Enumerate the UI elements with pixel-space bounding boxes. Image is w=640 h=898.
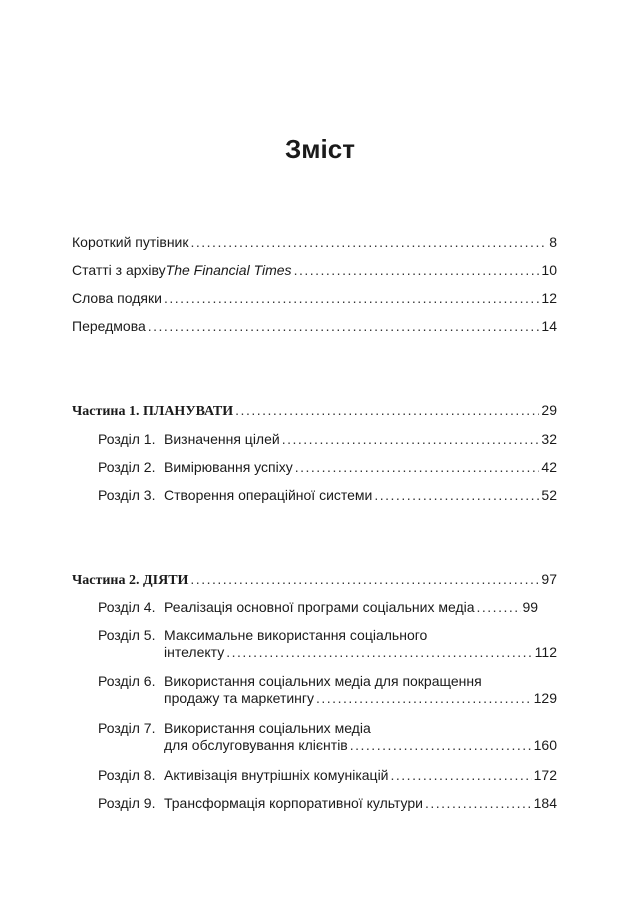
leader-dots <box>294 262 540 279</box>
toc-page-number: 12 <box>541 290 557 306</box>
toc-section-title: Визначення цілей <box>164 431 280 447</box>
toc-section-2[interactable] <box>98 459 557 476</box>
toc-entry-title-italic: The Financial Times <box>165 262 292 278</box>
toc-section-title: Реалізація основної програми соціальних медіа <box>164 599 475 615</box>
toc-page-number: 29 <box>541 402 557 418</box>
leader-dots <box>477 599 521 616</box>
toc-section-label: Розділ 3. <box>98 487 156 503</box>
leader-dots <box>391 767 532 784</box>
toc-section-1[interactable] <box>98 431 557 448</box>
leader-dots <box>148 318 540 335</box>
toc-entry-title: Короткий путівник <box>72 234 189 250</box>
leader-dots <box>282 431 540 448</box>
toc-page-number: 14 <box>541 318 557 334</box>
toc-section-label: Розділ 8. <box>98 767 156 783</box>
toc-page-number: 97 <box>541 571 557 587</box>
toc-section-title-line1: Використання соціальних медіа для покращення <box>164 673 482 689</box>
leader-dots <box>191 234 548 251</box>
toc-page-number: 32 <box>541 431 557 447</box>
toc-section-title: Трансформація корпоративної культури <box>164 795 423 811</box>
toc-section-title-line1: Максимальне використання соціального <box>164 627 428 643</box>
toc-page-number: 184 <box>533 795 557 811</box>
toc-entry-preface[interactable] <box>72 318 557 335</box>
toc-section-9[interactable] <box>98 795 557 812</box>
toc-section-3[interactable] <box>98 487 557 504</box>
page-title: Зміст <box>285 134 355 164</box>
toc-part-2[interactable] <box>72 571 557 589</box>
leader-dots <box>235 402 539 419</box>
toc-entry-acknowledgements[interactable] <box>72 290 557 307</box>
toc-section-title: інтелекту <box>164 644 225 660</box>
toc-page-number: 52 <box>541 487 557 503</box>
toc-section-title: Активізація внутрішніх комунікацій <box>164 767 389 783</box>
toc-part-title: Частина 1. ПЛАНУВАТИ <box>72 404 234 419</box>
leader-dots <box>226 644 532 661</box>
toc-section-label: Розділ 7. <box>98 720 156 736</box>
leader-dots <box>316 690 532 707</box>
toc-part-title: Частина 2. ДІЯТИ <box>72 573 189 588</box>
leader-dots <box>350 737 532 754</box>
toc-section-5[interactable] <box>98 627 557 661</box>
toc-section-7[interactable] <box>98 720 557 754</box>
toc-section-title: для обслуговування клієнтів <box>164 737 348 753</box>
toc-section-label: Розділ 9. <box>98 795 156 811</box>
toc-page-number: 42 <box>541 459 557 475</box>
toc-page-number: 172 <box>533 767 557 783</box>
toc-section-title-line1: Використання соціальних медіа <box>164 720 371 736</box>
toc-section-title: Створення операційної системи <box>164 487 373 503</box>
leader-dots <box>164 290 539 307</box>
leader-dots <box>425 795 532 812</box>
toc-section-label: Розділ 1. <box>98 431 156 447</box>
toc-entry-guide[interactable] <box>72 234 557 251</box>
leader-dots <box>190 571 539 588</box>
toc-section-8[interactable] <box>98 767 557 784</box>
toc-page-number: 129 <box>533 690 557 706</box>
toc-section-label: Розділ 4. <box>98 599 156 615</box>
toc-section-label: Розділ 5. <box>98 627 156 643</box>
toc-page-number: 10 <box>541 262 557 278</box>
toc-entry-title: Передмова <box>72 318 146 334</box>
leader-dots <box>295 459 540 476</box>
toc-entry-title: Статті з архіву <box>72 262 166 278</box>
toc-section-title: продажу та маркетингу <box>164 690 315 706</box>
toc-entry-title: Слова подяки <box>72 290 162 306</box>
toc-page-number: 160 <box>533 737 557 753</box>
leader-dots <box>374 487 539 504</box>
toc-section-label: Розділ 2. <box>98 459 156 475</box>
toc-page-number: 112 <box>534 644 557 660</box>
toc-section-label: Розділ 6. <box>98 673 156 689</box>
toc-entry-ft-articles[interactable] <box>72 262 557 279</box>
toc-part-1[interactable] <box>72 402 557 420</box>
toc-page-number: 8 <box>549 234 557 250</box>
toc-section-4[interactable] <box>98 599 557 616</box>
toc-section-6[interactable] <box>98 673 557 707</box>
toc-page-number: 99 <box>522 599 539 615</box>
toc-section-title: Вимірювання успіху <box>164 459 293 475</box>
